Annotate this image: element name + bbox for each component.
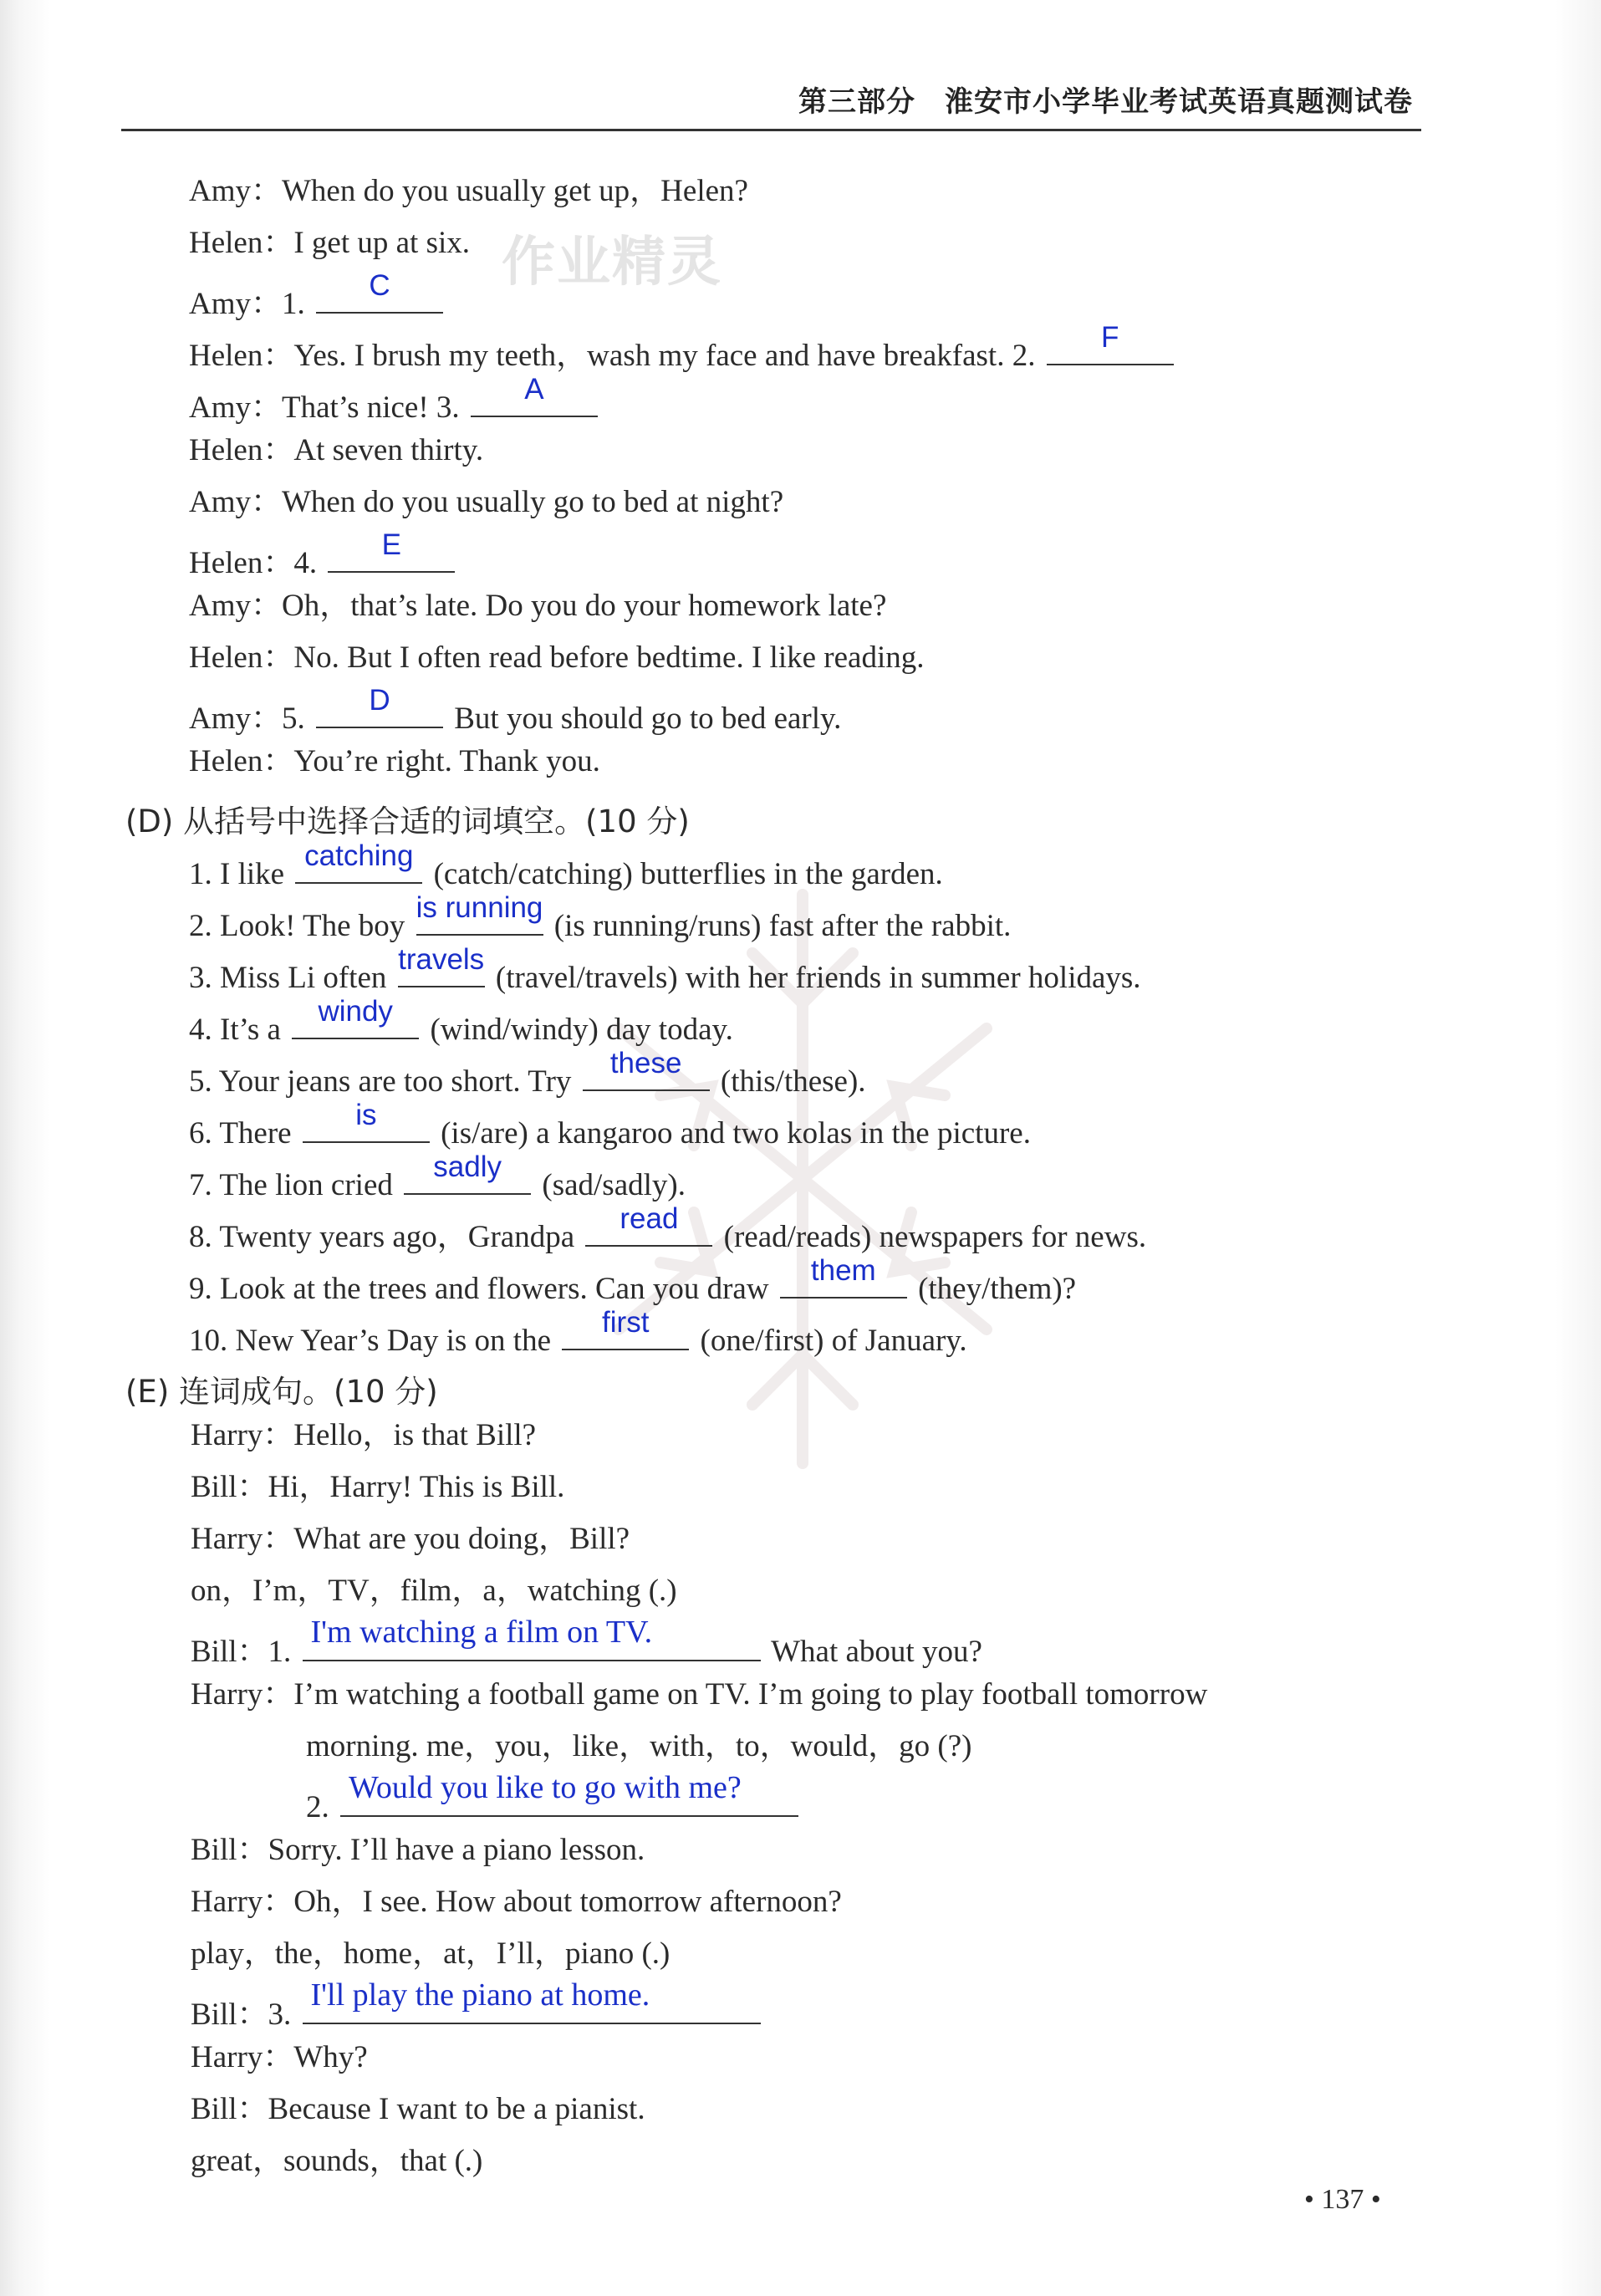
dialogue-line: Helen：4. E <box>189 538 458 579</box>
watermark: 作业精灵 <box>502 232 722 293</box>
dialogue-line: Amy：That’s nice! 3. A <box>189 383 601 423</box>
answer-text: Would you like to go with me? <box>349 1769 742 1805</box>
answer-blank[interactable] <box>585 1202 712 1247</box>
dialogue-line: Helen：Yes. I brush my teeth，wash my face and have breakfast. 2. F <box>189 331 1177 371</box>
answer-text: I'll play the piano at home. <box>310 1977 650 2013</box>
page-header <box>121 74 1421 131</box>
answer-text: windy <box>318 994 393 1028</box>
answer-text: C <box>369 268 390 302</box>
dialogue-line: Harry：I’m watching a football game on TV. I’m going to play football tomorrow <box>191 1677 1208 1712</box>
answer-blank[interactable] <box>780 1253 907 1299</box>
answer-text: I'm watching a film on TV. <box>310 1614 653 1650</box>
dialogue-line: Bill：Because I want to be a pianist. <box>191 2092 645 2126</box>
dialogue-line: Helen：You’re right. Thank you. <box>189 744 600 778</box>
answer-text: these <box>609 1046 682 1079</box>
answer-blank[interactable] <box>583 1046 710 1091</box>
dialogue-line: Amy：When do you usually go to bed at night? <box>189 485 784 519</box>
dialogue-line: Helen：I get up at six. <box>189 226 471 260</box>
exercise-item: 8. Twenty years ago，Grandpa read (read/reads) newspapers for news. <box>189 1202 1147 1254</box>
answer-text: travels <box>398 942 485 976</box>
answer-blank[interactable] <box>316 683 443 728</box>
exercise-item: 9. Look at the trees and flowers. Can you draw them (they/them)? <box>189 1253 1077 1306</box>
dialogue-line: Harry：Why? <box>191 2040 368 2074</box>
answer-blank[interactable] <box>416 890 543 936</box>
section-d-title: (D) 从括号中选择合适的词填空。(10 分) <box>125 804 690 839</box>
answer-blank[interactable] <box>471 372 598 417</box>
answer-text: sadly <box>433 1150 502 1183</box>
dialogue-line: Harry：Hello，is that Bill? <box>191 1418 537 1452</box>
exercise-item: 10. New Year’s Day is on the first (one/first) of January. <box>189 1305 967 1358</box>
dialogue-line: Harry：Oh，I see. How about tomorrow afternoon? <box>191 1885 842 1919</box>
sentence-item: 2. Would you like to go with me? <box>306 1783 802 1823</box>
answer-text: read <box>619 1202 679 1235</box>
answer-blank[interactable] <box>404 1150 531 1195</box>
answer-blank[interactable] <box>292 994 419 1039</box>
answer-text: first <box>602 1305 650 1339</box>
answer-text: D <box>369 683 390 717</box>
answer-blank[interactable] <box>1047 320 1174 365</box>
answer-blank[interactable] <box>303 1098 430 1143</box>
dialogue-line: Harry：What are you doing，Bill? <box>191 1522 630 1556</box>
exercise-item: 1. I like catching (catch/catching) butterflies in the garden. <box>189 839 943 891</box>
answer-text: is running <box>416 890 543 924</box>
dialogue-line: Helen：At seven thirty. <box>189 433 484 467</box>
dialogue-line: Amy：5. D But you should go to bed early. <box>189 683 842 736</box>
answer-blank[interactable] <box>316 268 443 314</box>
section-e-title: (E) 连词成句。(10 分) <box>125 1374 438 1410</box>
answer-blank[interactable] <box>398 942 485 987</box>
exercise-item: 3. Miss Li often travels (travel/travels) with her friends in summer holidays. <box>189 942 1141 995</box>
page-number: • 137 • <box>1304 2184 1381 2215</box>
answer-text: them <box>810 1253 876 1287</box>
answer-blank[interactable] <box>303 1614 761 1661</box>
dialogue-line: Bill：Sorry. I’ll have a piano lesson. <box>191 1833 645 1867</box>
dialogue-line: Amy：When do you usually get up，Helen? <box>189 174 748 208</box>
answer-blank[interactable] <box>562 1305 689 1350</box>
dialogue-line: Bill：Hi，Harry! This is Bill. <box>191 1470 565 1504</box>
exercise-item: 7. The lion cried sadly (sad/sadly). <box>189 1150 686 1202</box>
answer-text: F <box>1101 320 1119 354</box>
answer-text: is <box>355 1098 377 1131</box>
answer-blank[interactable] <box>295 839 422 884</box>
sentence-item: Bill：3. I'll play the piano at home. <box>191 1990 764 2030</box>
answer-text: catching <box>304 839 414 872</box>
dialogue-line: Amy：Oh，that’s late. Do you do your homework late? <box>189 589 887 623</box>
word-prompt: on，I’m，TV，film，a，watching (.) <box>191 1574 677 1608</box>
word-prompt: great，sounds，that (.) <box>191 2144 483 2178</box>
answer-blank[interactable] <box>340 1769 798 1817</box>
dialogue-line: Helen：No. But I often read before bedtime. I like reading. <box>189 640 925 675</box>
sentence-item: Bill：1. I'm watching a film on TV. What about you? <box>191 1614 982 1669</box>
answer-text: E <box>381 528 402 561</box>
exercise-item: 6. There is (is/are) a kangaroo and two kolas in the picture. <box>189 1098 1031 1151</box>
word-prompt: play，the，home，at，I’ll，piano (.) <box>191 1936 670 1971</box>
exercise-item: 2. Look! The boy is running (is running/runs) fast after the rabbit. <box>189 890 1012 943</box>
answer-text: A <box>524 372 544 406</box>
header-title: 第三部分 淮安市小学毕业考试英语真题测试卷 <box>798 85 1413 119</box>
word-prompt: morning. me，you，like，with，to，would，go (?) <box>306 1729 972 1763</box>
answer-blank[interactable] <box>328 528 455 573</box>
exercise-item: 5. Your jeans are too short. Try these (this/these). <box>189 1046 866 1099</box>
exercise-item: 4. It’s a windy (wind/windy) day today. <box>189 994 733 1047</box>
dialogue-line: Amy：1. C <box>189 279 446 319</box>
